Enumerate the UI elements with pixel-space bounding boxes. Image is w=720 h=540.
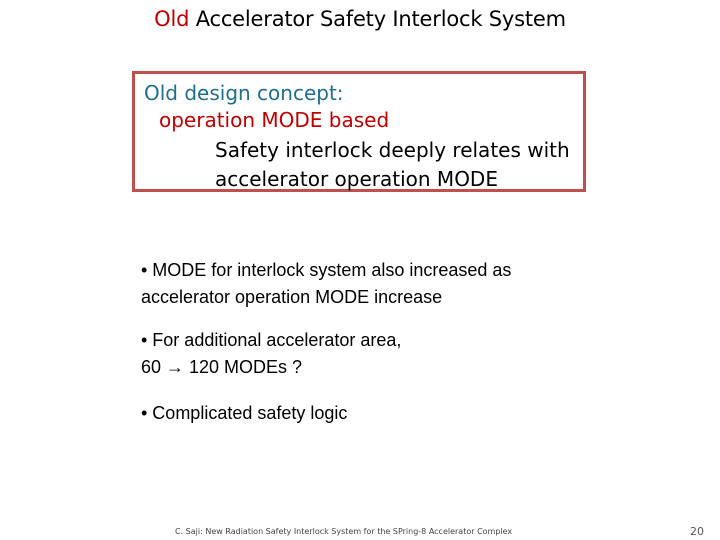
concept-heading: Old design concept: [144,81,344,105]
bullet-line: • MODE for interlock system also increased as [141,260,512,280]
title-accent-word: Old [154,7,190,31]
slide-title [0,7,720,31]
bullet-line: • Complicated safety logic [141,403,348,423]
footer-citation: C. Saji: New Radiation Safety Interlock System for the SPring-8 Accelerator Complex [175,527,513,536]
bullet-item [141,327,401,381]
title-text: Accelerator Safety Interlock System [189,7,566,31]
bullet-item [141,400,347,427]
concept-detail-line: accelerator operation MODE [215,167,498,191]
bullet-line: accelerator operation MODE increase [141,287,443,307]
page-number: 20 [690,525,704,538]
bullet-item [141,257,511,311]
concept-detail-line: Safety interlock deeply relates with [215,138,570,162]
bullet-line: • For additional accelerator area, [141,330,402,350]
bullet-line: 60 → 120 MODEs ? [141,357,303,377]
concept-subheading: operation MODE based [159,108,390,132]
design-concept-box [132,71,586,192]
